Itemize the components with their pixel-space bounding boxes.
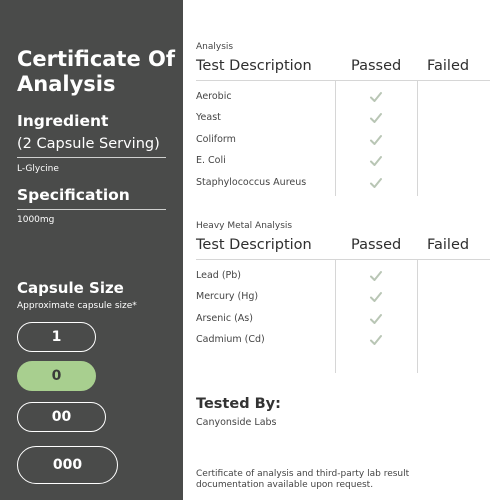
table-row-arsenic: Arsenic (As) — [196, 313, 253, 324]
check-icon — [369, 269, 383, 283]
capsule-size-option-000[interactable]: 000 — [17, 446, 118, 484]
check-icon — [369, 290, 383, 304]
capsule-size-subtitle: Approximate capsule size* — [17, 301, 137, 311]
header-passed: Passed — [351, 237, 402, 253]
column-divider — [335, 259, 336, 373]
check-icon — [369, 90, 383, 104]
tested-by-lab: Canyonside Labs — [196, 417, 277, 428]
footnote: Certificate of analysis and third-party lab result documentation available upon request. — [196, 469, 410, 490]
ingredient-title: Ingredient — [17, 112, 109, 130]
check-icon — [369, 312, 383, 326]
divider — [17, 209, 166, 210]
capsule-size-option-00[interactable]: 00 — [17, 402, 106, 432]
specification-value: 1000mg — [17, 215, 55, 225]
left-panel — [0, 0, 183, 500]
table-row-coliform: Coliform — [196, 134, 236, 145]
table-rule — [196, 259, 490, 260]
capsule-size-option-0-selected[interactable]: 0 — [17, 361, 96, 391]
table-row-staphylococcus: Staphylococcus Aureus — [196, 177, 307, 188]
table-row-cadmium: Cadmium (Cd) — [196, 334, 265, 345]
check-icon — [369, 111, 383, 125]
divider — [17, 157, 166, 158]
capsule-size-title: Capsule Size — [17, 279, 124, 297]
check-icon — [369, 133, 383, 147]
capsule-size-option-1[interactable]: 1 — [17, 322, 96, 352]
page-title: Certificate Of Analysis — [17, 47, 176, 96]
ingredient-value: L-Glycine — [17, 164, 59, 174]
specification-title: Specification — [17, 186, 130, 204]
heavy-metal-section-label: Heavy Metal Analysis — [196, 221, 293, 231]
check-icon — [369, 154, 383, 168]
column-divider — [335, 80, 336, 196]
header-test-description: Test Description — [196, 58, 312, 74]
table-row-aerobic: Aerobic — [196, 91, 232, 102]
check-icon — [369, 333, 383, 347]
table-row-mercury: Mercury (Hg) — [196, 291, 259, 302]
tested-by-title: Tested By: — [196, 396, 281, 412]
header-passed: Passed — [351, 58, 402, 74]
column-divider — [417, 259, 418, 373]
check-icon — [369, 176, 383, 190]
table-row-yeast: Yeast — [196, 112, 221, 123]
header-failed: Failed — [427, 58, 470, 74]
table-row-e-coli: E. Coli — [196, 155, 226, 166]
results-panel — [183, 0, 490, 500]
table-row-lead: Lead (Pb) — [196, 270, 242, 281]
ingredient-serving: (2 Capsule Serving) — [17, 136, 160, 152]
column-divider — [417, 80, 418, 196]
header-failed: Failed — [427, 237, 470, 253]
header-test-description: Test Description — [196, 237, 312, 253]
analysis-section-label: Analysis — [196, 42, 234, 52]
table-rule — [196, 80, 490, 81]
